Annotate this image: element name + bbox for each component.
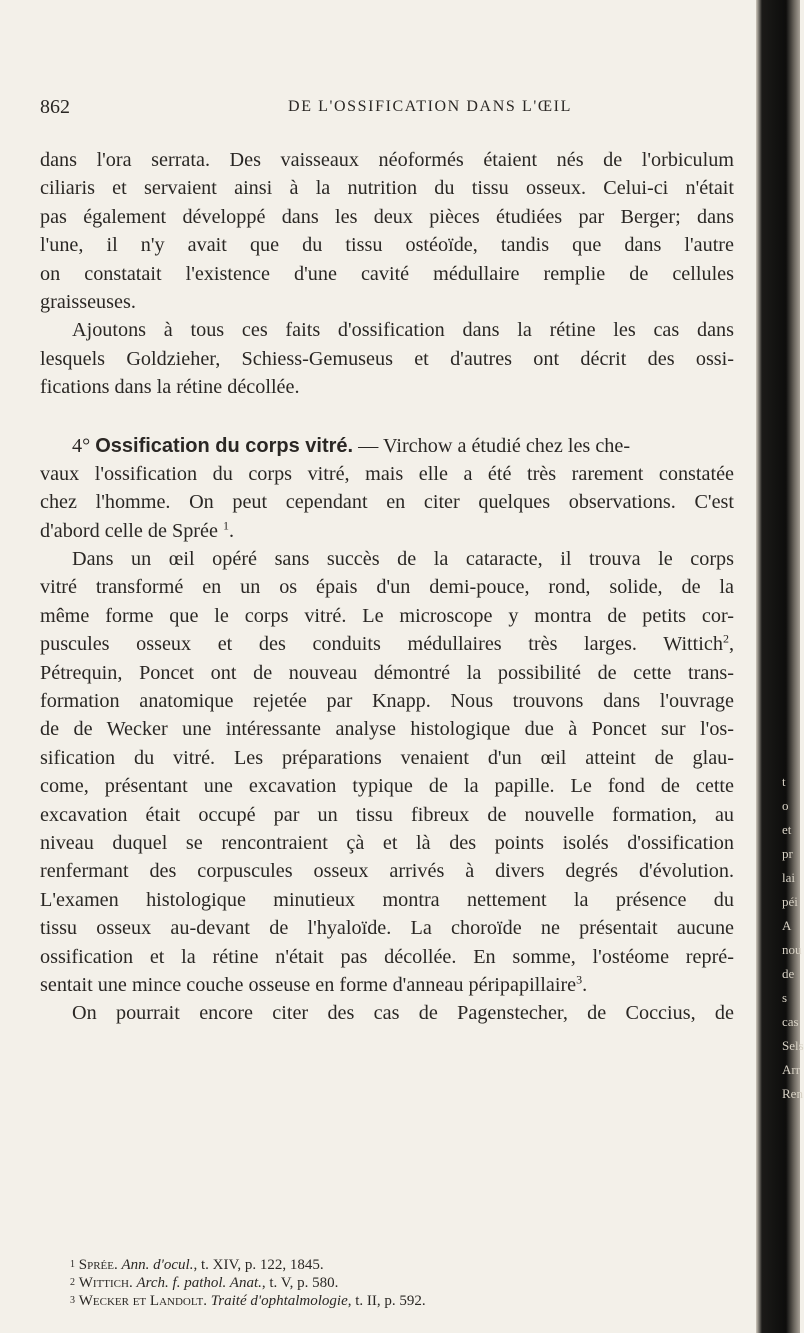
text-line: pas également développé dans les deux pièces étudiées par Berger; dans — [40, 205, 734, 228]
section-heading-line — [40, 432, 734, 460]
text-line: niveau duquel se rencontraient çà et là des points isolés d'ossification — [40, 831, 734, 854]
margin-fragment: lai — [782, 870, 795, 885]
book-binding-edge — [756, 0, 804, 1333]
footnote-author: Sprée. — [78, 1257, 118, 1273]
text-line: L'examen histologique minutieux montra nettement la présence du — [40, 888, 734, 911]
footnote-ref-1[interactable]: 1 — [223, 517, 229, 532]
text-line: Pétrequin, Poncet ont de nouveau démontré la possibilité de cette trans- — [40, 661, 734, 684]
running-title: DE L'OSSIFICATION DANS L'ŒIL — [288, 98, 572, 115]
margin-fragment: t — [782, 774, 786, 789]
footnote-details: , t. II, p. 592. — [347, 1293, 426, 1309]
footnote — [40, 1292, 734, 1310]
footnotes — [40, 1256, 734, 1310]
text-line: tissu osseux au-devant de l'hyaloïde. La choroïde ne présentait aucune — [40, 917, 734, 940]
footnote-source: Traité d'ophtalmologie — [210, 1293, 348, 1309]
text-line — [40, 630, 734, 658]
footnote — [40, 1274, 734, 1292]
footnote-ref-2[interactable]: 2 — [722, 631, 729, 646]
page-header — [40, 96, 730, 124]
margin-fragment: et — [782, 822, 792, 837]
margin-fragment: cas — [782, 1014, 799, 1029]
text-line: vaux l'ossification du corps vitré, mais elle a été très rarement constatée — [40, 462, 734, 485]
margin-fragment: de s — [782, 966, 795, 1005]
text-line: vitré transformé en un os épais d'un demi-pouce, rond, solide, de la — [40, 576, 734, 599]
footnote-details: , t. XIV, p. 122, 1845. — [193, 1257, 324, 1273]
text-line: Dans un œil opéré sans succès de la cataracte, il trouva le corps — [72, 548, 734, 571]
section-heading: Ossification du corps vitré. — [95, 434, 354, 457]
text-line: même forme que le corps vitré. Le microscope y montra de petits cor- — [40, 604, 734, 627]
text-fragment: , — [728, 633, 734, 656]
footnote-details: , t. V, p. 580. — [261, 1275, 339, 1291]
footnote-author: Wecker et Landolt. — [78, 1293, 208, 1309]
margin-fragment: A — [782, 918, 792, 933]
text-line — [40, 517, 734, 545]
footnote-source: Ann. d'ocul. — [121, 1257, 194, 1273]
text-line: chez l'homme. On peut cependant en citer quelques observations. C'est — [40, 491, 734, 514]
text-line: Ajoutons à tous ces faits d'ossification dans la rétine les cas dans — [72, 319, 734, 342]
margin-fragment: o — [782, 798, 789, 813]
text-line: formation anatomique rejetée par Knapp. Nous trouvons dans l'ouvrage — [40, 690, 734, 713]
margin-fragment: Ren — [782, 1086, 803, 1101]
text-fragment: . — [229, 519, 235, 542]
text-line: ossification et la rétine n'était pas décollée. En somme, l'ostéome repré- — [40, 945, 734, 968]
margin-fragment: Arr — [782, 1062, 801, 1077]
text-line: fications dans la rétine décollée. — [40, 376, 300, 399]
text-line: de de Wecker une intéressante analyse histologique due à Poncet sur l'os- — [40, 718, 734, 741]
section-number: 4° — [72, 434, 91, 457]
footnote-number: 2 — [70, 1277, 75, 1288]
text-line: On pourrait encore citer des cas de Pagenstecher, de Coccius, de — [72, 1002, 734, 1025]
body-text — [40, 146, 734, 1028]
section-line-rest: — Virchow a étudié chez les che- — [358, 434, 631, 457]
footnote-number: 1 — [70, 1259, 75, 1270]
next-page-margin-fragments — [782, 770, 804, 1106]
text-line: renfermant des corpuscules osseux arrivés à divers degrés d'évolution. — [40, 860, 734, 883]
text-line — [40, 971, 734, 999]
margin-fragment: pr — [782, 846, 793, 861]
page-number: 862 — [40, 96, 70, 118]
footnote-source: Arch. f. pathol. Anat. — [136, 1275, 262, 1291]
text-line: excavation était occupé par un tissu fibreux de nouvelle formation, au — [40, 803, 734, 826]
text-line: ciliaris et servaient ainsi à la nutrition du tissu osseux. Celui-ci n'était — [40, 177, 734, 200]
footnote-author: Wittich. — [78, 1275, 133, 1291]
footnote-number: 3 — [70, 1295, 75, 1306]
footnote-ref-3[interactable]: 3 — [576, 972, 583, 987]
text-line: sification du vitré. Les préparations venaient d'un œil atteint de glau- — [40, 746, 734, 769]
text-fragment: puscules osseux et des conduits médullaires très larges. Wittich — [40, 633, 723, 656]
footnote — [40, 1256, 734, 1274]
text-line: come, présentant une excavation typique de la papille. Le fond de cette — [40, 775, 734, 798]
text-fragment: d'abord celle de Sprée — [40, 519, 218, 542]
text-line: dans l'ora serrata. Des vaisseaux néoformés étaient nés de l'orbiculum — [40, 149, 734, 171]
margin-fragment: péi — [782, 894, 798, 909]
text-line: lesquels Goldzieher, Schiess-Gemuseus et d'autres ont décrit des ossi- — [40, 347, 734, 370]
text-line: graisseuses. — [40, 290, 136, 313]
text-line: l'une, il n'y avait que du tissu ostéoïde, tandis que dans l'autre — [40, 234, 734, 257]
text-fragment: sentait une mince couche osseuse en forme d'anneau péripapillaire — [40, 973, 577, 996]
margin-fragment: nou — [782, 942, 802, 957]
text-fragment: . — [582, 973, 588, 996]
text-line: on constatait l'existence d'une cavité médullaire remplie de cellules — [40, 262, 734, 285]
margin-fragment: Sels — [782, 1038, 804, 1053]
